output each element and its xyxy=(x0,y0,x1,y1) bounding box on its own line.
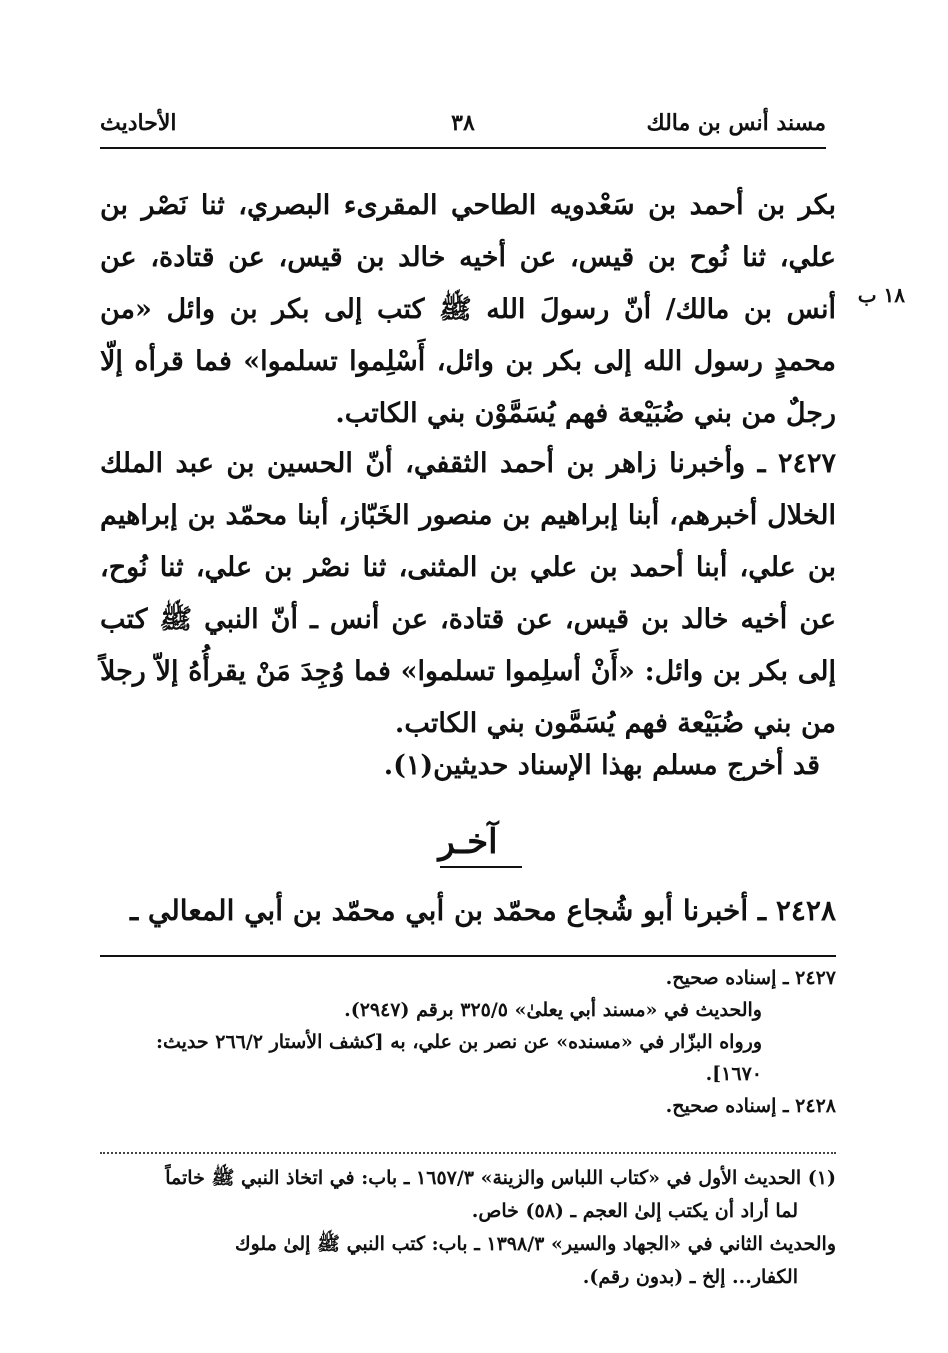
page-number: ٣٨ xyxy=(451,110,475,136)
header-rule xyxy=(100,147,826,149)
endnote-separator xyxy=(100,1152,836,1154)
page-header xyxy=(100,110,826,148)
paragraph-continuation: بكر بن أحمد بن سَعْدويه الطاحي المقرىء البصري، ثنا نَصْر بن علي، ثنا نُوح بن قيس، عن أخيه خالد بن قيس، عن قتادة، عن أنس بن مالك/ أنّ رسولَ الله ﷺ كتب إلى بكر بن وائل «من محمدٍ رسول الله إلى بكر بن وائل، أَسْلِموا تسلموا» فما قرأه إلّا رجلٌ من بني ضُبَيْعة فهم يُسَمَّوْن بني الكاتب. xyxy=(100,190,836,429)
hadith-2428 xyxy=(100,885,836,937)
footnote-line: ورواه البزّار في «مسنده» عن نصر بن علي، به [كشف الأستار ٢٦٦/٢ حديث: xyxy=(155,1031,762,1053)
footnote-line: ٢٤٢٨ ـ إسناده صحيح. xyxy=(665,1095,836,1117)
hadith-text: ـ أخبرنا أبو شُجاع محمّد بن أبي محمّد بن أبي المعالي ـ xyxy=(129,894,776,927)
footnotes xyxy=(100,962,836,1122)
endnote-line: والحديث الثاني في «الجهاد والسير» ١٣٩٨/٣ ـ باب: كتب النبي ﷺ إلىٰ ملوك xyxy=(234,1233,836,1255)
footnote-line: ٢٤٢٧ ـ إسناده صحيح. xyxy=(665,967,836,989)
endnotes xyxy=(100,1162,836,1294)
title-underline xyxy=(440,866,522,868)
hadith-2427 xyxy=(100,438,836,750)
endnote-line: (١) الحديث الأول في «كتاب اللباس والزينة» ١٦٥٧/٣ ـ باب: في اتخاذ النبي ﷺ خاتماً xyxy=(165,1167,836,1189)
section-name: الأحاديث xyxy=(100,110,177,136)
hadith-number: ٢٤٢٧ xyxy=(777,448,836,479)
endnote-line: الكفار... إلخ ـ (بدون رقم). xyxy=(582,1266,798,1288)
section-title: آخـر xyxy=(438,822,498,862)
footnote-separator xyxy=(100,955,836,957)
footnote-line: ١٦٧٠]. xyxy=(705,1063,762,1085)
manuscript-folio-note: ١٨ ب xyxy=(857,283,905,307)
paragraph-note: قد أخرج مسلم بهذا الإسناد حديثين(١). xyxy=(383,750,820,781)
footnote-line: والحديث في «مسند أبي يعلىٰ» ٣٢٥/٥ برقم (٢٩٤٧). xyxy=(344,999,762,1021)
endnote-line: لما أراد أن يكتب إلىٰ العجم ـ (٥٨) خاص. xyxy=(471,1200,798,1222)
hadith-text: ـ وأخبرنا زاهر بن أحمد الثقفي، أنّ الحسين بن عبد الملك الخلال أخبرهم، أبنا إبراهيم بن منصور الخَبّاز، أبنا محمّد بن إبراهيم بن علي، أبنا أحمد بن علي بن المثنى، ثنا نصْر بن علي، ثنا نُوح، عن أخيه خالد بن قيس، عن قتادة، عن أنس ـ أنّ النبي ﷺ كتب إلى بكر بن وائل: «أَنْ أسلِموا تسلموا» فما وُجِدَ مَنْ يقرأُهُ إلاّ رجلاً من بني ضُبَيْعة فهم يُسَمَّون بني الكاتب. xyxy=(100,448,836,739)
hadith-number: ٢٤٢٨ xyxy=(775,894,836,927)
running-title: مسند أنس بن مالك xyxy=(646,110,826,136)
